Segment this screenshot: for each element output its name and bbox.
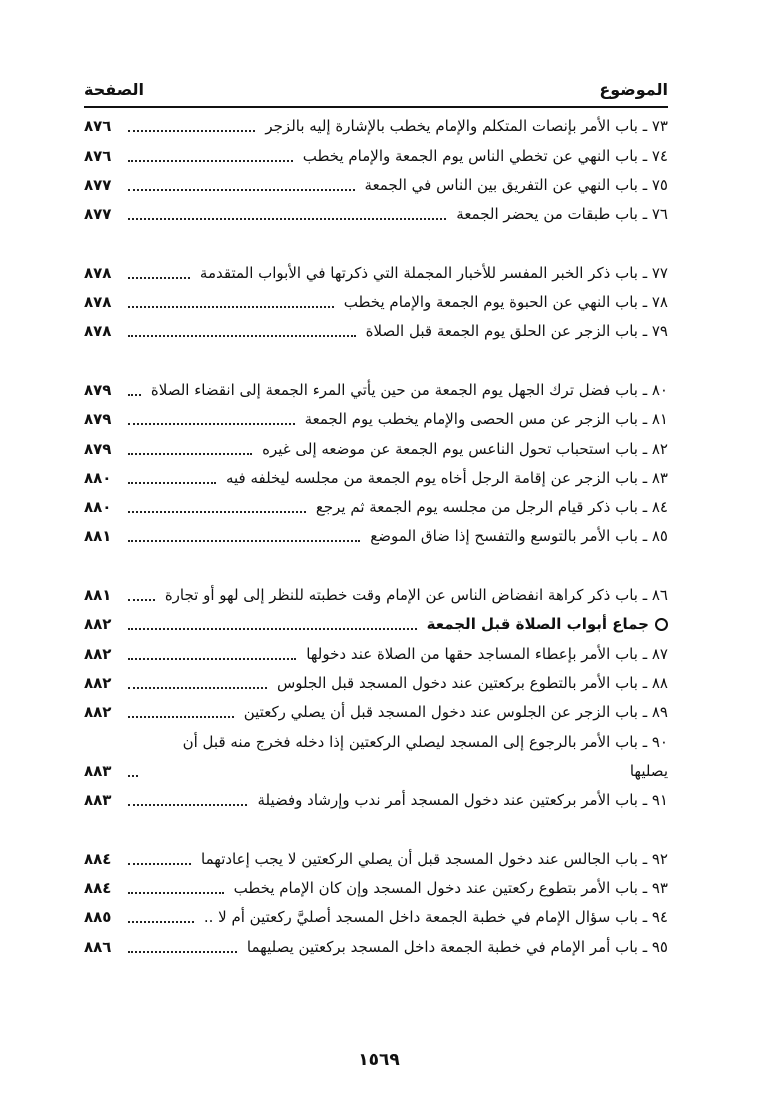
entry-page: ٨٨٠	[84, 468, 112, 487]
entry-page: ٨٨٣	[84, 791, 112, 810]
entry-page: ٨٨٢	[84, 673, 112, 692]
entry-page: ٨٧٨	[84, 293, 112, 312]
toc-entry	[84, 346, 668, 405]
entry-page: ٨٨٠	[84, 498, 112, 517]
entry-page: ٨٨٢	[84, 703, 112, 722]
circle-bullet-icon	[655, 618, 668, 631]
entry-page: ٨٧٧	[84, 205, 112, 224]
leader-dots	[128, 511, 306, 513]
entry-title: ٩٤ ـ باب سؤال الإمام في خطبة الجمعة داخل المسجد أصليَّ ركعتين أم لا ..	[203, 908, 668, 927]
leader-dots	[128, 599, 155, 601]
toc-entry	[84, 932, 668, 961]
entry-page: ٨٨١	[84, 586, 112, 605]
entry-page: ٨٨٦	[84, 937, 112, 956]
toc-header	[84, 76, 668, 102]
entry-title: ٩٠ ـ باب الأمر بالرجوع إلى المسجد ليصلي الركعتين إذا دخله فخرج منه قبل أن يصليها	[182, 732, 668, 780]
leader-dots	[128, 804, 247, 806]
leader-dots	[128, 130, 255, 132]
leader-dots	[128, 687, 267, 689]
entry-page: ٨٨٥	[84, 908, 112, 927]
entry-page: ٨٧٩	[84, 380, 112, 399]
leader-dots	[128, 892, 224, 894]
topic-heading: الموضوع	[599, 79, 668, 99]
leader-dots	[128, 658, 296, 660]
entry-title: ٨٥ ـ باب الأمر بالتوسع والتفسح إذا ضاق الموضع	[370, 527, 668, 546]
entry-page: ٨٨٢	[84, 615, 112, 634]
entry-title: ٨٠ ـ باب فضل ترك الجهل يوم الجمعة من حين يأتي المرء الجمعة إلى انقضاء الصلاة	[150, 380, 668, 399]
leader-dots	[128, 423, 295, 425]
toc-entry	[84, 464, 668, 493]
entry-title: ٧٧ ـ باب ذكر الخبر المفسر للأخبار المجملة التي ذكرتها في الأبواب المتقدمة	[199, 263, 668, 282]
toc-entry	[84, 522, 668, 551]
entry-title: ٨٤ ـ باب ذكر قيام الرجل من مجلسه يوم الجمعة ثم يرجع	[315, 498, 668, 517]
leader-dots	[128, 218, 446, 220]
toc-entry	[84, 229, 668, 288]
toc-entry	[84, 727, 668, 786]
leader-dots	[128, 863, 191, 865]
entry-page: ٨٧٩	[84, 439, 112, 458]
entry-title: ٧٥ ـ باب النهي عن التفريق بين الناس في الجمعة	[364, 175, 668, 194]
entry-title: ٨٣ ـ باب الزجر عن إقامة الرجل أخاه يوم الجمعة من مجلسه ليخلفه فيه	[225, 468, 668, 487]
header-divider	[84, 106, 668, 108]
toc-entry	[84, 288, 668, 317]
leader-dots	[128, 189, 355, 191]
toc-entry	[84, 141, 668, 170]
entry-title: ٨٢ ـ باب استحباب تحول الناعس يوم الجمعة عن موضعه إلى غيره	[262, 439, 668, 458]
entry-page: ٨٧٦	[84, 146, 112, 165]
entry-title: ٩١ ـ باب الأمر بركعتين عند دخول المسجد أمر ندب وإرشاد وفضيلة	[257, 791, 668, 810]
leader-dots	[128, 306, 334, 308]
entry-title: ٩٥ ـ باب أمر الإمام في خطبة الجمعة داخل المسجد بركعتين يصليهما	[246, 937, 668, 956]
toc-entry	[84, 200, 668, 229]
leader-dots	[128, 160, 293, 162]
leader-dots	[128, 921, 194, 923]
entry-title: ٧٤ ـ باب النهي عن تخطي الناس يوم الجمعة والإمام يخطب	[302, 146, 668, 165]
section-title-text: جماع أبواب الصلاة قبل الجمعة	[426, 615, 649, 634]
entry-page: ٨٧٨	[84, 263, 112, 282]
toc-entry	[84, 112, 668, 141]
entry-page: ٨٧٧	[84, 175, 112, 194]
section-title	[421, 610, 668, 639]
entry-page: ٨٨٢	[84, 644, 112, 663]
entry-title: ٧٩ ـ باب الزجر عن الحلق يوم الجمعة قبل الصلاة	[365, 322, 668, 341]
leader-dots	[128, 453, 252, 455]
leader-dots	[128, 951, 237, 953]
toc-entry	[84, 903, 668, 932]
entry-page: ٨٧٦	[84, 117, 112, 136]
toc-entry	[84, 874, 668, 903]
entry-title: ٨٩ ـ باب الزجر عن الجلوس عند دخول المسجد قبل أن يصلي ركعتين	[243, 703, 668, 722]
entry-title: ٧٦ ـ باب طبقات من يحضر الجمعة	[456, 205, 668, 224]
toc-entry	[84, 815, 668, 874]
leader-dots	[128, 716, 234, 718]
toc-entry	[84, 317, 668, 346]
entry-page: ٨٨٣	[84, 761, 112, 780]
entry-title: ٨١ ـ باب الزجر عن مس الحصى والإمام يخطب يوم الجمعة	[304, 410, 668, 429]
toc-entry	[84, 639, 668, 668]
page-heading: الصفحة	[84, 79, 145, 99]
entry-page: ٨٨٤	[84, 849, 112, 868]
toc-entry	[84, 434, 668, 463]
toc-entry	[84, 171, 668, 200]
toc-entry	[84, 669, 668, 698]
entry-title: ٧٣ ـ باب الأمر بإنصات المتكلم والإمام يخطب بالإشارة إليه بالزجر	[265, 117, 668, 136]
toc-list	[84, 112, 668, 962]
toc-entry	[84, 405, 668, 434]
toc-entry	[84, 551, 668, 610]
entry-title: ٩٣ ـ باب الأمر بتطوع ركعتين عند دخول المسجد وإن كان الإمام يخطب	[233, 879, 668, 898]
leader-dots	[128, 335, 356, 337]
page-number: ١٥٦٩	[358, 1050, 400, 1070]
entry-title: ٨٧ ـ باب الأمر بإعطاء المساجد حقها من الصلاة عند دخولها	[306, 644, 668, 663]
toc-entry	[84, 786, 668, 815]
leader-dots	[128, 482, 216, 484]
leader-dots	[128, 394, 141, 396]
entry-title: ٨٦ ـ باب ذكر كراهة انفضاض الناس عن الإمام وقت خطبته للنظر إلى لهو أو تجارة	[164, 586, 668, 605]
entry-page: ٨٨١	[84, 527, 112, 546]
toc-entry	[84, 493, 668, 522]
entry-title: ٧٨ ـ باب النهي عن الحبوة يوم الجمعة والإمام يخطب	[343, 293, 668, 312]
entry-page: ٨٧٩	[84, 410, 112, 429]
toc-entry	[84, 698, 668, 727]
entry-title: ٨٨ ـ باب الأمر بالتطوع بركعتين عند دخول المسجد قبل الجلوس	[276, 673, 668, 692]
entry-page: ٨٧٨	[84, 322, 112, 341]
leader-dots	[128, 277, 190, 279]
leader-dots	[128, 628, 417, 630]
toc-section-heading	[84, 610, 668, 639]
entry-title: ٩٢ ـ باب الجالس عند دخول المسجد قبل أن يصلي الركعتين لا يجب إعادتهما	[201, 849, 668, 868]
entry-page: ٨٨٤	[84, 879, 112, 898]
leader-dots	[128, 775, 138, 777]
leader-dots	[128, 540, 360, 542]
